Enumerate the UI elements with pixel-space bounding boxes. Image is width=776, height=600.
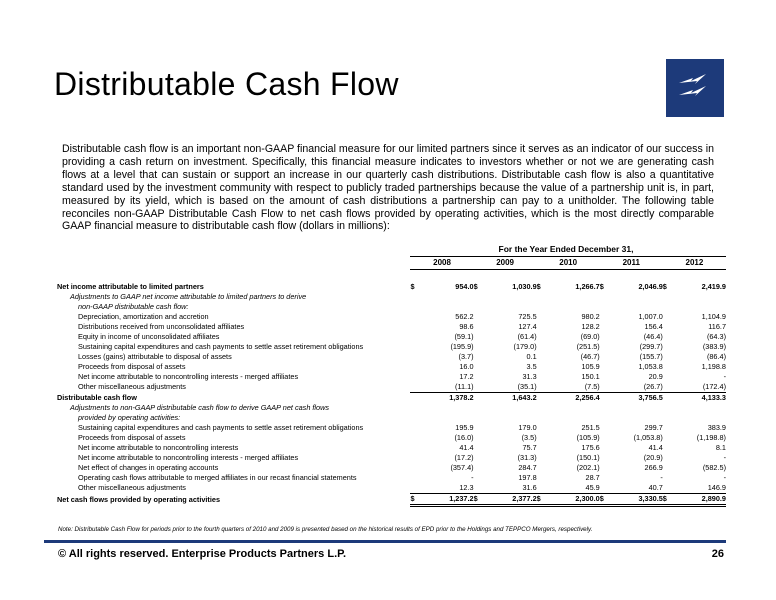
currency-symbol <box>537 453 547 463</box>
value-cell: (1,198.8) <box>696 433 726 442</box>
value-cell: 2,419.9 <box>701 282 726 291</box>
row-label: Proceeds from disposal of assets <box>78 362 186 371</box>
table-row <box>56 292 726 302</box>
row-label: Equity in income of unconsolidated affiliates <box>78 332 220 341</box>
currency-symbol <box>474 473 484 483</box>
currency-symbol <box>410 403 420 413</box>
currency-symbol <box>410 382 420 393</box>
currency-symbol <box>537 473 547 483</box>
currency-symbol <box>600 483 610 494</box>
table-row <box>56 453 726 463</box>
value-cell: 1,053.8 <box>638 362 663 371</box>
value-cell: 3,756.5 <box>610 393 663 404</box>
period-header: For the Year Ended December 31, <box>498 244 634 254</box>
value-cell <box>547 413 600 423</box>
value-cell <box>420 413 473 423</box>
value-cell: 20.9 <box>648 372 663 381</box>
value-cell: (251.5) <box>576 342 600 351</box>
row-label: Other miscellaneous adjustments <box>78 483 186 493</box>
table-row <box>56 372 726 382</box>
currency-symbol <box>474 302 484 312</box>
currency-symbol <box>600 403 610 413</box>
value-cell: (582.5) <box>702 463 726 472</box>
currency-symbol <box>663 372 673 382</box>
value-cell <box>610 292 663 302</box>
currency-symbol: $ <box>662 282 667 291</box>
currency-symbol: $ <box>600 494 610 506</box>
currency-symbol: $ <box>410 282 415 291</box>
row-label: Other miscellaneous adjustments <box>78 382 186 392</box>
currency-symbol <box>663 413 673 423</box>
value-cell: (1,053.8) <box>633 433 663 442</box>
currency-symbol <box>600 362 610 372</box>
table-row <box>56 403 726 413</box>
currency-symbol <box>600 352 610 362</box>
value-cell: 2,256.4 <box>547 393 600 404</box>
row-label: non-GAAP distributable cash flow: <box>78 302 189 311</box>
value-cell <box>547 302 600 312</box>
currency-symbol <box>663 342 673 352</box>
value-cell <box>547 403 600 413</box>
value-cell: 0.1 <box>526 352 537 361</box>
currency-symbol <box>410 302 420 312</box>
currency-symbol <box>474 372 484 382</box>
value-cell: 41.4 <box>459 443 474 452</box>
currency-symbol <box>474 433 484 443</box>
currency-symbol <box>410 362 420 372</box>
value-cell: (195.9) <box>450 342 474 351</box>
currency-symbol <box>663 322 673 332</box>
total-row <box>56 494 726 506</box>
currency-symbol <box>537 463 547 473</box>
currency-symbol <box>537 382 547 393</box>
value-cell: (86.4) <box>706 352 726 361</box>
value-cell: 1,266.7 <box>575 282 600 291</box>
value-cell: 105.9 <box>581 362 600 371</box>
currency-symbol <box>410 372 420 382</box>
year-header: 2011 <box>600 257 663 270</box>
currency-symbol <box>600 372 610 382</box>
value-cell: - <box>471 473 474 482</box>
value-cell: 980.2 <box>581 312 600 321</box>
value-cell: 31.6 <box>522 483 537 492</box>
value-cell <box>610 403 663 413</box>
currency-symbol <box>663 312 673 322</box>
row-label: Net cash flows provided by operating activities <box>57 494 221 504</box>
currency-symbol <box>474 443 484 453</box>
table-row <box>56 362 726 372</box>
currency-symbol <box>410 423 420 433</box>
value-cell: 45.9 <box>585 483 600 492</box>
currency-symbol <box>410 322 420 332</box>
value-cell: - <box>723 372 726 381</box>
value-cell: 4,133.3 <box>673 393 726 404</box>
value-cell: (105.9) <box>576 433 600 442</box>
page-number: 26 <box>711 548 724 560</box>
value-cell: 1,007.0 <box>638 312 663 321</box>
currency-symbol <box>600 413 610 423</box>
value-cell: 16.0 <box>459 362 474 371</box>
currency-symbol <box>663 433 673 443</box>
value-cell: (17.2) <box>454 453 474 462</box>
value-cell: 12.3 <box>459 483 474 492</box>
currency-symbol <box>474 312 484 322</box>
currency-symbol: $ <box>537 494 547 506</box>
currency-symbol <box>474 342 484 352</box>
currency-symbol <box>410 332 420 342</box>
currency-symbol <box>474 463 484 473</box>
value-cell: 1,030.9 <box>512 282 537 291</box>
currency-symbol <box>474 413 484 423</box>
currency-symbol <box>537 292 547 302</box>
currency-symbol <box>600 393 610 404</box>
value-cell: 8.1 <box>715 443 726 452</box>
value-cell: 128.2 <box>581 322 600 331</box>
value-cell: 197.8 <box>518 473 537 482</box>
row-label: Sustaining capital expenditures and cash payments to settle asset retirement obligations <box>78 423 364 432</box>
table-row <box>56 473 726 483</box>
table-row <box>56 302 726 312</box>
currency-symbol <box>474 322 484 332</box>
value-cell: (3.7) <box>458 352 474 361</box>
value-cell: (150.1) <box>576 453 600 462</box>
row-label: Adjustments to GAAP net income attributable to limited partners to derive <box>70 292 307 301</box>
value-cell: 75.7 <box>522 443 537 452</box>
currency-symbol <box>410 393 420 404</box>
value-cell: 156.4 <box>644 322 663 331</box>
value-cell: 266.9 <box>644 463 663 472</box>
value-cell: 251.5 <box>581 423 600 432</box>
value-cell: - <box>723 453 726 462</box>
currency-symbol <box>600 423 610 433</box>
row-label: Net income attributable to noncontrolling interests - merged affiliates <box>78 453 299 462</box>
row-label: Distributions received from unconsolidated affiliates <box>78 322 245 331</box>
value-cell <box>673 292 726 302</box>
copyright-footer: © All rights reserved. Enterprise Products Partners L.P. <box>58 548 347 560</box>
value-cell: (69.0) <box>580 332 600 341</box>
currency-symbol <box>600 312 610 322</box>
currency-symbol <box>474 362 484 372</box>
row-label: Distributable cash flow <box>57 392 137 402</box>
currency-symbol <box>474 423 484 433</box>
value-cell: (31.3) <box>517 453 537 462</box>
value-cell: 28.7 <box>585 473 600 482</box>
currency-symbol <box>663 453 673 463</box>
currency-symbol <box>537 302 547 312</box>
currency-symbol <box>663 463 673 473</box>
currency-symbol <box>410 473 420 483</box>
row-label: Adjustments to non-GAAP distributable cash flow to derive GAAP net cash flows <box>70 403 330 412</box>
year-header: 2010 <box>537 257 600 270</box>
currency-symbol <box>410 352 420 362</box>
value-cell: 2,046.9 <box>638 282 663 291</box>
value-cell: 116.7 <box>708 322 726 331</box>
currency-symbol <box>410 292 420 302</box>
currency-symbol <box>663 393 673 404</box>
value-cell: (299.7) <box>639 342 663 351</box>
value-cell: (383.9) <box>702 342 726 351</box>
currency-symbol <box>600 463 610 473</box>
currency-symbol <box>537 433 547 443</box>
currency-symbol <box>410 463 420 473</box>
currency-symbol <box>663 483 673 494</box>
currency-symbol <box>474 332 484 342</box>
table-row <box>56 443 726 453</box>
currency-symbol <box>410 453 420 463</box>
currency-symbol <box>537 403 547 413</box>
value-cell: (64.3) <box>706 332 726 341</box>
currency-symbol <box>410 443 420 453</box>
table-row <box>56 322 726 332</box>
value-cell: 562.2 <box>455 312 474 321</box>
page-title: Distributable Cash Flow <box>54 66 399 102</box>
value-cell: (11.1) <box>455 382 474 391</box>
currency-symbol <box>600 453 610 463</box>
currency-symbol <box>663 403 673 413</box>
value-cell: (202.1) <box>576 463 600 472</box>
value-cell: 150.1 <box>581 372 600 381</box>
row-label: Proceeds from disposal of assets <box>78 433 186 442</box>
row-label: provided by operating activities: <box>78 413 181 422</box>
value-cell: (20.9) <box>643 453 663 462</box>
currency-symbol <box>537 312 547 322</box>
currency-symbol: $ <box>536 282 541 291</box>
value-cell: 17.2 <box>459 372 474 381</box>
value-cell: (16.0) <box>454 433 474 442</box>
value-cell: - <box>660 473 663 482</box>
row-label: Net income attributable to limited partners <box>57 282 204 291</box>
value-cell: (7.5) <box>584 382 600 391</box>
value-cell: 383.9 <box>707 423 726 432</box>
currency-symbol <box>600 292 610 302</box>
value-cell: 127.4 <box>518 322 537 331</box>
footer-rule <box>44 540 726 543</box>
value-cell: (357.4) <box>450 463 474 472</box>
currency-symbol <box>537 352 547 362</box>
lightning-icon <box>666 59 724 117</box>
currency-symbol <box>474 393 484 404</box>
value-cell: 1,237.2 <box>420 494 473 506</box>
subtotal-row <box>56 393 726 404</box>
value-cell: 175.6 <box>581 443 600 452</box>
currency-symbol <box>474 453 484 463</box>
value-cell: 725.5 <box>518 312 537 321</box>
currency-symbol <box>410 433 420 443</box>
intro-paragraph: Distributable cash flow is an important non-GAAP financial measure for our limited partners since it serves as an indicator of our success in providing a cash return on investment. Specifically, this financial measure indicates to investors whether or not we are generating cash flows at a level that can sustain or support an increase in our quarterly cash distributions. Distributable cash flow is also a quantitative standard used by the investment community with respect to publicly traded partnerships because the value of a partnership unit is, in part, measured by its yield, which is based on the amount of cash distributions a partnership can pay to a unitholder. The following table reconciles non-GAAP Distributable Cash Flow to net cash flows provided by operating activities, which is the most directly comparable GAAP financial measure to distributable cash flow (dollars in millions): <box>62 143 714 233</box>
currency-symbol <box>537 483 547 494</box>
currency-symbol <box>537 362 547 372</box>
value-cell: 146.9 <box>707 483 726 492</box>
currency-symbol <box>663 473 673 483</box>
currency-symbol <box>537 322 547 332</box>
value-cell <box>673 302 726 312</box>
value-cell: 299.7 <box>644 423 663 432</box>
value-cell: - <box>723 473 726 482</box>
table-row <box>56 382 726 393</box>
value-cell <box>420 292 473 302</box>
currency-symbol <box>600 443 610 453</box>
currency-symbol <box>600 302 610 312</box>
currency-symbol <box>663 292 673 302</box>
table-row <box>56 282 726 292</box>
currency-symbol <box>663 443 673 453</box>
currency-symbol <box>600 322 610 332</box>
year-header: 2012 <box>663 257 726 270</box>
value-cell: 98.6 <box>459 322 474 331</box>
currency-symbol <box>663 352 673 362</box>
row-label: Sustaining capital expenditures and cash payments to settle asset retirement obligations <box>78 342 364 351</box>
currency-symbol <box>537 393 547 404</box>
value-cell <box>547 292 600 302</box>
spacer-row <box>56 270 726 283</box>
value-cell: 2,300.0 <box>547 494 600 506</box>
currency-symbol <box>663 423 673 433</box>
row-label: Depreciation, amortization and accretion <box>78 312 209 321</box>
value-cell <box>610 302 663 312</box>
row-label: Net effect of changes in operating accounts <box>78 463 219 472</box>
table-row <box>56 352 726 362</box>
currency-symbol <box>537 443 547 453</box>
value-cell: 3.5 <box>526 362 537 371</box>
value-cell: 195.9 <box>455 423 474 432</box>
value-cell: (46.7) <box>580 352 600 361</box>
currency-symbol <box>663 382 673 393</box>
value-cell <box>484 403 537 413</box>
value-cell <box>484 292 537 302</box>
value-cell: (26.7) <box>643 382 663 391</box>
year-header: 2009 <box>474 257 537 270</box>
currency-symbol <box>410 312 420 322</box>
currency-symbol <box>600 433 610 443</box>
cash-flow-table <box>56 256 726 507</box>
company-logo <box>666 59 724 117</box>
value-cell: 2,377.2 <box>484 494 537 506</box>
row-label: Net income attributable to noncontrolling interests - merged affiliates <box>78 372 299 381</box>
currency-symbol <box>600 342 610 352</box>
currency-symbol: $ <box>474 494 484 506</box>
currency-symbol <box>663 362 673 372</box>
value-cell: 41.4 <box>648 443 663 452</box>
table-body <box>56 270 726 506</box>
currency-symbol <box>600 332 610 342</box>
currency-symbol <box>410 342 420 352</box>
value-cell: (61.4) <box>517 332 537 341</box>
table-row <box>56 433 726 443</box>
currency-symbol <box>474 382 484 393</box>
value-cell <box>420 302 473 312</box>
currency-symbol <box>600 382 610 393</box>
currency-symbol <box>474 292 484 302</box>
currency-symbol <box>537 413 547 423</box>
value-cell: 3,330.5 <box>610 494 663 506</box>
year-header-row <box>56 257 726 270</box>
table-row <box>56 483 726 494</box>
value-cell <box>610 413 663 423</box>
value-cell: 179.0 <box>518 423 537 432</box>
value-cell: (179.0) <box>513 342 537 351</box>
currency-symbol <box>537 332 547 342</box>
currency-symbol <box>537 372 547 382</box>
footnote: Note: Distributable Cash Flow for periods prior to the fourth quarters of 2010 and 2009 is presented based on the historical results of EPD prior to the Holdings and TEPPCO Mergers, respectively. <box>58 526 593 533</box>
value-cell <box>484 413 537 423</box>
value-cell <box>484 302 537 312</box>
row-label: Net income attributable to noncontrolling interests <box>78 443 239 452</box>
value-cell: 1,104.9 <box>701 312 726 321</box>
currency-symbol: $ <box>473 282 478 291</box>
value-cell: (3.5) <box>521 433 537 442</box>
value-cell: 31.3 <box>522 372 537 381</box>
value-cell: (46.4) <box>643 332 663 341</box>
value-cell: (155.7) <box>639 352 663 361</box>
value-cell <box>420 403 473 413</box>
value-cell: 1,198.8 <box>701 362 726 371</box>
value-cell: 1,643.2 <box>484 393 537 404</box>
value-cell: 954.0 <box>455 282 474 291</box>
value-cell: (172.4) <box>702 382 726 391</box>
value-cell: (35.1) <box>517 382 537 391</box>
value-cell: 2,890.9 <box>673 494 726 506</box>
currency-symbol <box>410 483 420 494</box>
currency-symbol <box>663 302 673 312</box>
currency-symbol: $ <box>599 282 604 291</box>
currency-symbol <box>474 483 484 494</box>
currency-symbol: $ <box>663 494 673 506</box>
currency-symbol <box>410 413 420 423</box>
table-row <box>56 312 726 322</box>
value-cell <box>673 413 726 423</box>
value-cell: 40.7 <box>648 483 663 492</box>
table-row <box>56 342 726 352</box>
value-cell <box>673 403 726 413</box>
value-cell: 284.7 <box>518 463 537 472</box>
currency-symbol <box>663 332 673 342</box>
row-label: Losses (gains) attributable to disposal of assets <box>78 352 232 361</box>
currency-symbol <box>537 342 547 352</box>
value-cell: (59.1) <box>454 332 474 341</box>
table-row <box>56 332 726 342</box>
currency-symbol <box>600 473 610 483</box>
currency-symbol <box>537 423 547 433</box>
table-row <box>56 413 726 423</box>
year-header: 2008 <box>410 257 473 270</box>
currency-symbol: $ <box>410 494 420 506</box>
row-label: Operating cash flows attributable to merged affiliates in our recast financial statements <box>78 473 357 482</box>
table-row <box>56 463 726 473</box>
currency-symbol <box>474 352 484 362</box>
value-cell: 1,378.2 <box>420 393 473 404</box>
table-row <box>56 423 726 433</box>
currency-symbol <box>474 403 484 413</box>
